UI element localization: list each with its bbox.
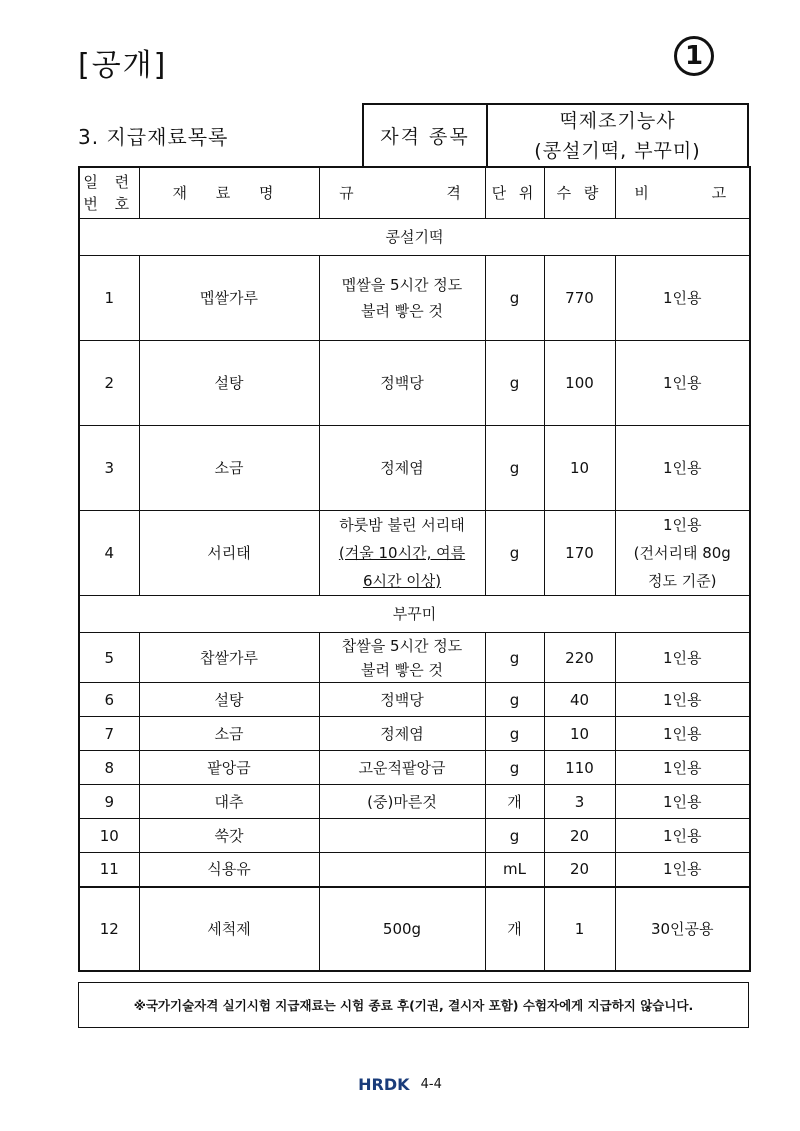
section-title: 3. 지급재료목록 bbox=[78, 125, 229, 149]
table-row bbox=[79, 785, 750, 819]
cell-no: 6 bbox=[79, 683, 139, 717]
qualification-name: 떡제조기능사 bbox=[559, 109, 676, 132]
cell-unit: g bbox=[485, 341, 544, 426]
cell-spec: 정제염 bbox=[319, 717, 485, 751]
spec-line: 찹쌀을 5시간 정도 bbox=[341, 636, 463, 655]
cell-unit: g bbox=[485, 819, 544, 853]
cell-qty: 40 bbox=[544, 683, 615, 717]
title-block bbox=[78, 103, 749, 166]
table-row bbox=[79, 717, 750, 751]
notice-box bbox=[78, 982, 749, 1028]
table-row bbox=[79, 341, 750, 426]
cell-note: 1인용 bbox=[615, 683, 750, 717]
cell-qty: 3 bbox=[544, 785, 615, 819]
spec-line: 불려 빻은 것 bbox=[361, 660, 443, 679]
qualification-label: 자격 종목 bbox=[364, 105, 488, 166]
note-line: 1인용 bbox=[662, 516, 702, 534]
table-row bbox=[79, 633, 750, 683]
cell-no: 7 bbox=[79, 717, 139, 751]
cell-qty: 770 bbox=[544, 256, 615, 341]
cell-note: 1인용 bbox=[615, 819, 750, 853]
cell-spec: (중)마른것 bbox=[319, 785, 485, 819]
cell-no: 8 bbox=[79, 751, 139, 785]
cell-name: 멥쌀가루 bbox=[139, 256, 319, 341]
cell-unit: g bbox=[485, 511, 544, 596]
materials-table bbox=[78, 166, 751, 972]
cell-spec bbox=[319, 633, 485, 683]
cell-note: 1인용 bbox=[615, 785, 750, 819]
note-line: (건서리태 80g bbox=[633, 544, 731, 562]
qualification-box bbox=[362, 103, 749, 166]
table-row bbox=[79, 751, 750, 785]
cell-note: 30인공용 bbox=[615, 887, 750, 971]
cell-name: 찹쌀가루 bbox=[139, 633, 319, 683]
cell-name: 설탕 bbox=[139, 683, 319, 717]
cell-qty: 10 bbox=[544, 717, 615, 751]
cell-qty: 220 bbox=[544, 633, 615, 683]
col-header-no-bottom: 번 호 bbox=[83, 195, 136, 213]
cell-qty: 100 bbox=[544, 341, 615, 426]
cell-no: 10 bbox=[79, 819, 139, 853]
cell-name: 대추 bbox=[139, 785, 319, 819]
spec-line: 불려 빻은 것 bbox=[361, 302, 443, 320]
cell-spec bbox=[319, 819, 485, 853]
cell-name: 설탕 bbox=[139, 341, 319, 426]
note-line: 정도 기준) bbox=[647, 572, 717, 590]
cell-name: 쑥갓 bbox=[139, 819, 319, 853]
cell-unit: g bbox=[485, 256, 544, 341]
cell-no: 3 bbox=[79, 426, 139, 511]
table-header-row bbox=[79, 167, 750, 219]
cell-qty: 10 bbox=[544, 426, 615, 511]
hrdk-logo: HRDK bbox=[358, 1075, 410, 1094]
cell-note: 1인용 bbox=[615, 751, 750, 785]
page-number: 4-4 bbox=[420, 1077, 442, 1092]
category-row bbox=[79, 219, 750, 256]
cell-note: 1인용 bbox=[615, 853, 750, 887]
circle-number-badge: 1 bbox=[674, 36, 714, 76]
cell-qty: 1 bbox=[544, 887, 615, 971]
cell-no: 11 bbox=[79, 853, 139, 887]
cell-spec bbox=[319, 853, 485, 887]
cell-name: 식용유 bbox=[139, 853, 319, 887]
cell-qty: 170 bbox=[544, 511, 615, 596]
cell-name: 팥앙금 bbox=[139, 751, 319, 785]
cell-no: 2 bbox=[79, 341, 139, 426]
cell-name: 소금 bbox=[139, 426, 319, 511]
cell-note: 1인용 bbox=[615, 341, 750, 426]
cell-qty: 110 bbox=[544, 751, 615, 785]
cell-unit: g bbox=[485, 751, 544, 785]
col-header-note: 비 고 bbox=[615, 167, 750, 219]
spec-line: 6시간 이상) bbox=[362, 572, 442, 590]
cell-spec: 고운적팥앙금 bbox=[319, 751, 485, 785]
cell-spec: 500g bbox=[319, 887, 485, 971]
cell-spec: 정백당 bbox=[319, 341, 485, 426]
cell-qty: 20 bbox=[544, 819, 615, 853]
table-row bbox=[79, 819, 750, 853]
cell-note: 1인용 bbox=[615, 256, 750, 341]
cell-note: 1인용 bbox=[615, 633, 750, 683]
cell-note: 1인용 bbox=[615, 426, 750, 511]
qualification-items: (콩설기떡, 부꾸미) bbox=[534, 139, 701, 162]
header-label: [공개] bbox=[78, 48, 168, 83]
footer bbox=[0, 1074, 800, 1094]
cell-note bbox=[615, 511, 750, 596]
cell-no: 5 bbox=[79, 633, 139, 683]
cell-unit: g bbox=[485, 683, 544, 717]
cell-no: 9 bbox=[79, 785, 139, 819]
cell-spec: 정제염 bbox=[319, 426, 485, 511]
table-row bbox=[79, 511, 750, 596]
cell-name: 소금 bbox=[139, 717, 319, 751]
table-row bbox=[79, 853, 750, 887]
spec-line: (겨울 10시간, 여름 bbox=[338, 544, 466, 562]
cell-no: 4 bbox=[79, 511, 139, 596]
col-header-name: 재 료 명 bbox=[139, 167, 319, 219]
cell-spec bbox=[319, 256, 485, 341]
category-label: 콩설기떡 bbox=[79, 219, 750, 256]
cell-unit: g bbox=[485, 717, 544, 751]
col-header-unit: 단 위 bbox=[485, 167, 544, 219]
table-row bbox=[79, 256, 750, 341]
cell-note: 1인용 bbox=[615, 717, 750, 751]
cell-no: 1 bbox=[79, 256, 139, 341]
cell-name: 세척제 bbox=[139, 887, 319, 971]
category-label: 부꾸미 bbox=[79, 596, 750, 633]
category-row bbox=[79, 596, 750, 633]
col-header-spec: 규 격 bbox=[319, 167, 485, 219]
table-row bbox=[79, 887, 750, 971]
cell-no: 12 bbox=[79, 887, 139, 971]
cell-unit: g bbox=[485, 426, 544, 511]
cell-unit: g bbox=[485, 633, 544, 683]
cell-unit: mL bbox=[485, 853, 544, 887]
notice-text: ※국가기술자격 실기시험 지급재료는 시험 종료 후(기권, 결시자 포함) 수험자에게 지급하지 않습니다. bbox=[133, 998, 694, 1013]
cell-spec bbox=[319, 511, 485, 596]
col-header-no bbox=[79, 167, 139, 219]
cell-qty: 20 bbox=[544, 853, 615, 887]
qualification-value bbox=[488, 105, 747, 166]
cell-name: 서리태 bbox=[139, 511, 319, 596]
cell-unit: 개 bbox=[485, 785, 544, 819]
spec-line: 하룻밤 불린 서리태 bbox=[339, 516, 465, 534]
table-row bbox=[79, 426, 750, 511]
col-header-qty: 수 량 bbox=[544, 167, 615, 219]
cell-spec: 정백당 bbox=[319, 683, 485, 717]
table-row bbox=[79, 683, 750, 717]
spec-line: 멥쌀을 5시간 정도 bbox=[341, 276, 463, 294]
col-header-no-top: 일 련 bbox=[83, 173, 136, 191]
cell-unit: 개 bbox=[485, 887, 544, 971]
